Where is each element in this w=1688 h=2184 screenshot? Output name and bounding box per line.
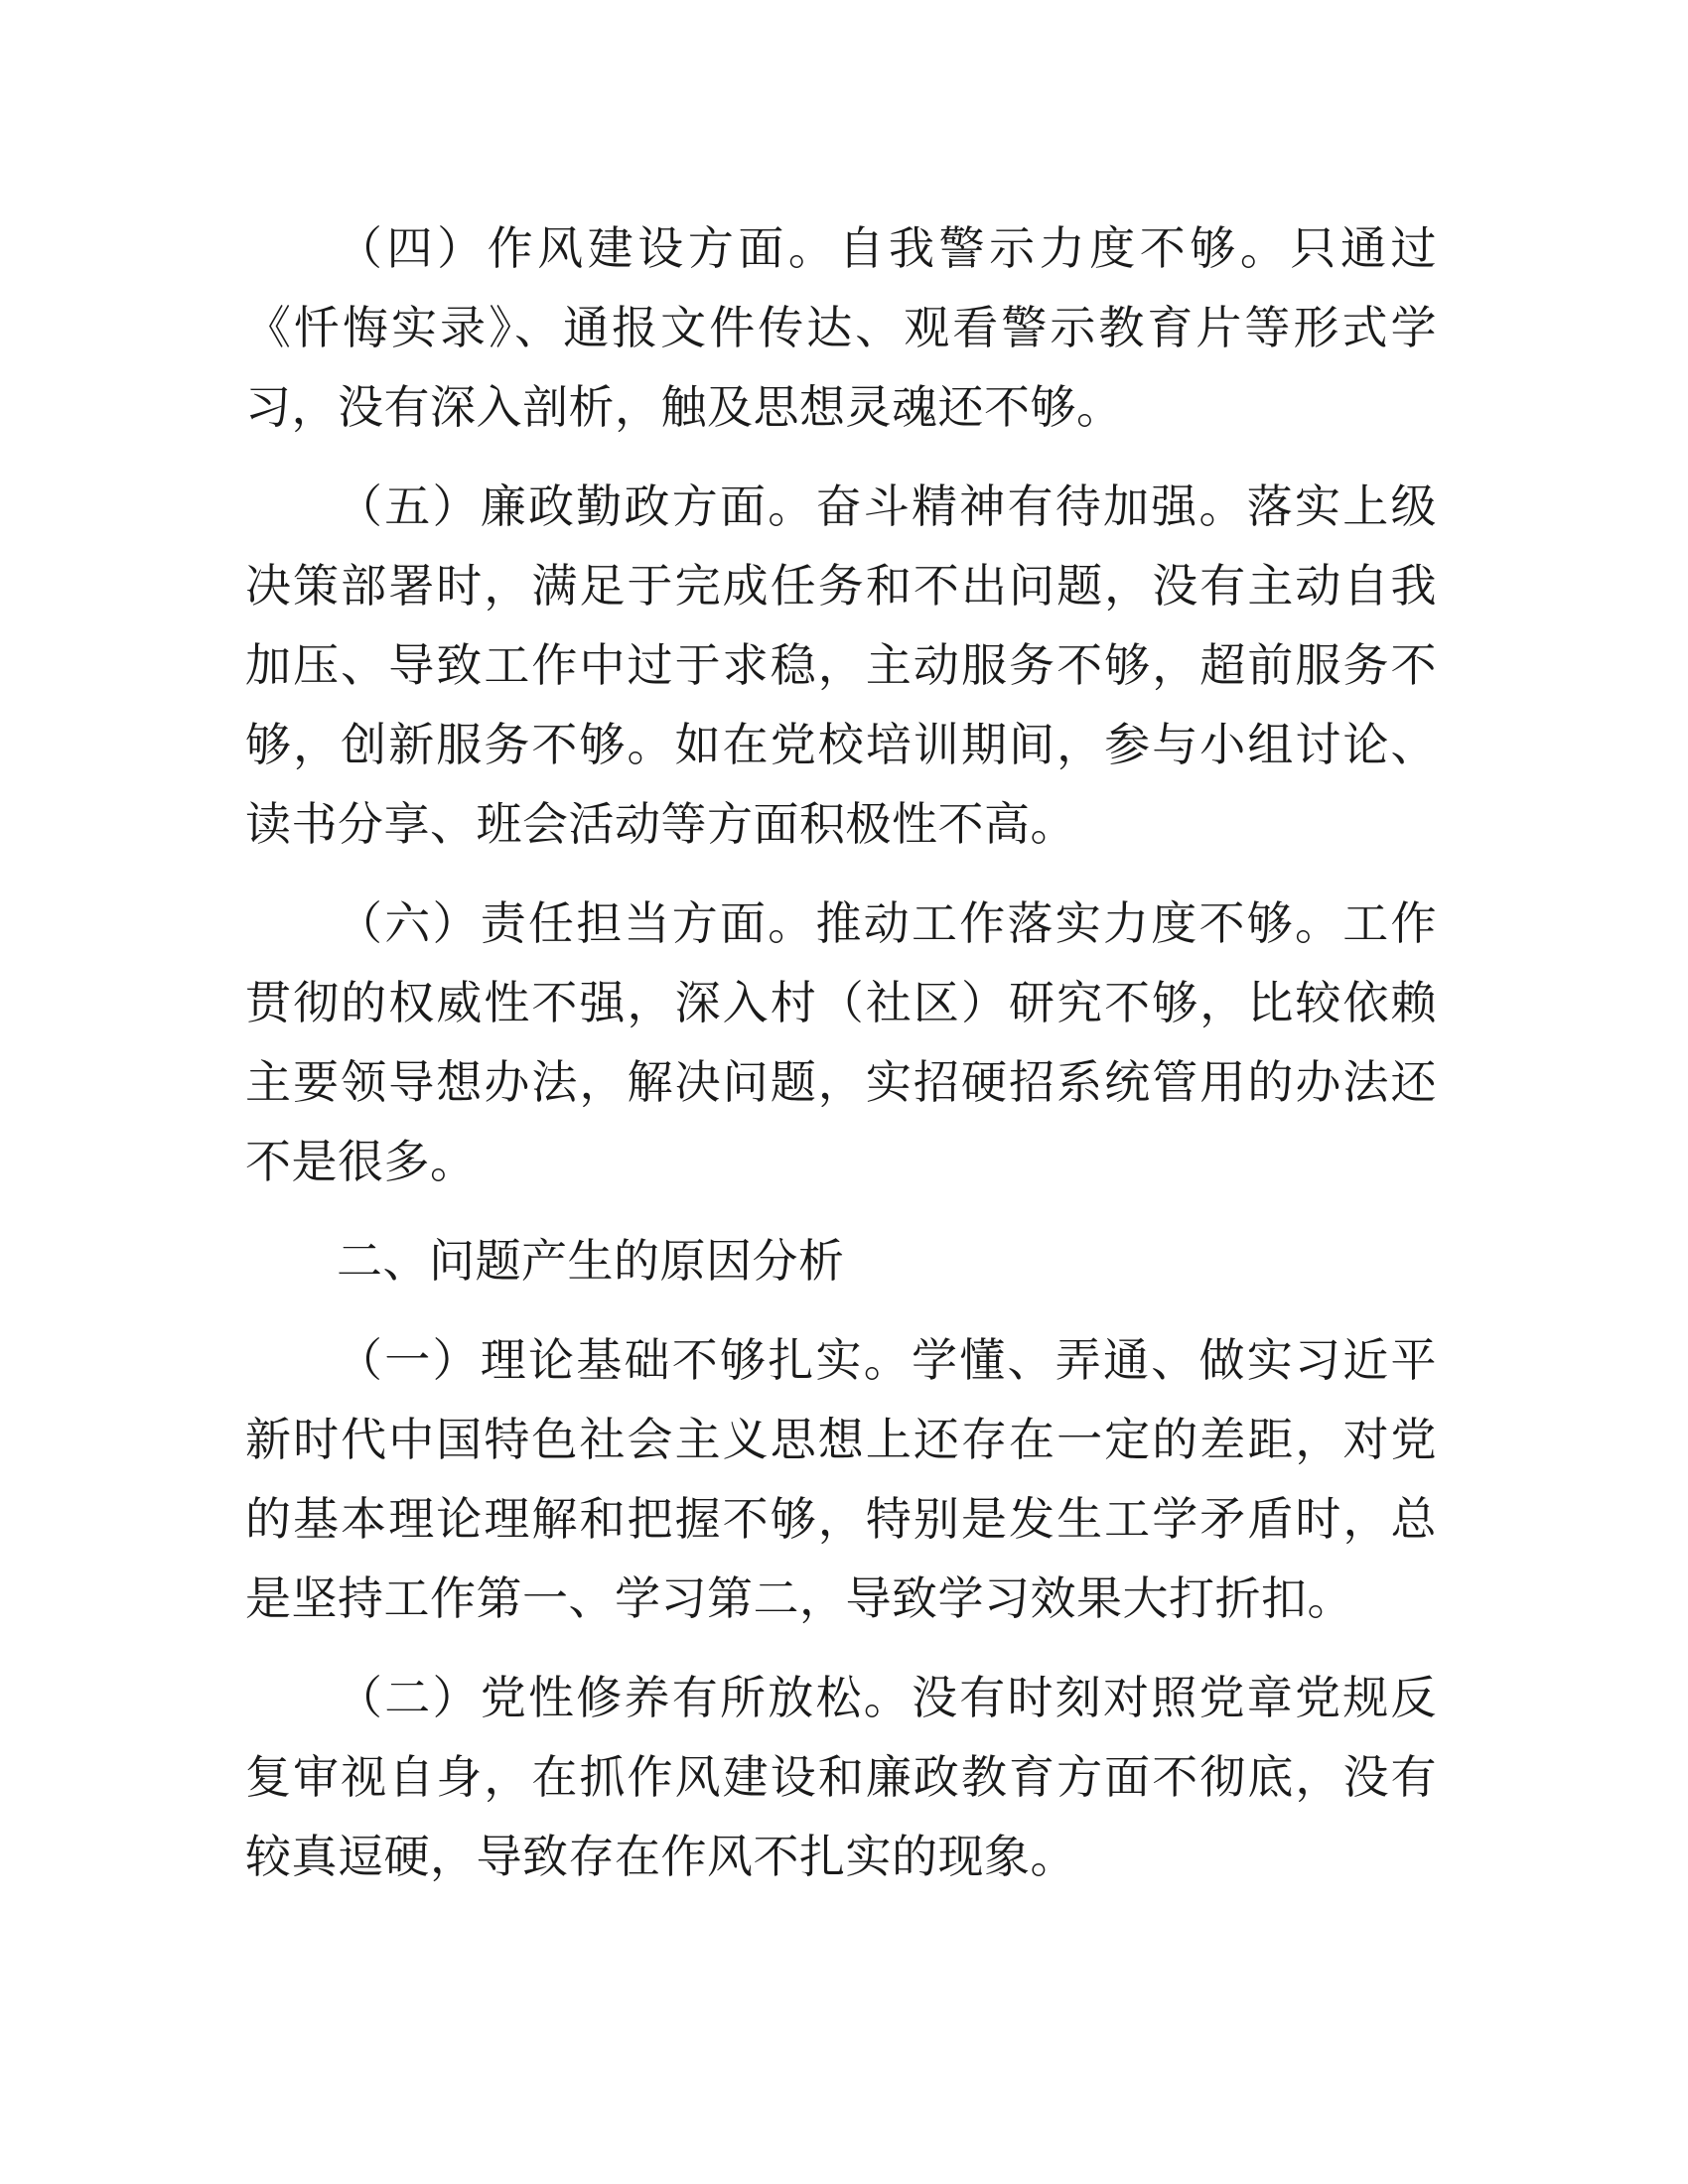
section-heading-cause-analysis: 二、问题产生的原因分析: [337, 1234, 845, 1288]
paragraph-party-spirit: （二）党性修养有所放松。没有时刻对照党章党规反复审视自身，在抓作风建设和廉政教育方面不彻底，没有较真逗硬，导致存在作风不扎实的现象。: [245, 1671, 1437, 1883]
paragraph-integrity-section-5: （五）廉政勤政方面。奋斗精神有待加强。落实上级决策部署时，满足于完成任务和不出问题，没有主动自我加压、导致工作中过于求稳，主动服务不够，超前服务不够，创新服务不够。如在党校培训期间，参与小组讨论、读书分享、班会活动等方面积极性不高。: [245, 479, 1437, 851]
document-page: [245, 208, 1437, 1916]
paragraph-style-section-4: （四）作风建设方面。自我警示力度不够。只通过《忏悔实录》、通报文件传达、观看警示教育片等形式学习，没有深入剖析，触及思想灵魂还不够。: [245, 221, 1437, 434]
paragraph-theory-foundation: （一）理论基础不够扎实。学懂、弄通、做实习近平新时代中国特色社会主义思想上还存在一定的差距，对党的基本理论理解和把握不够，特别是发生工学矛盾时，总是坚持工作第一、学习第二，导致学习效果大打折扣。: [245, 1333, 1437, 1625]
paragraph-responsibility-section-6: （六）责任担当方面。推动工作落实力度不够。工作贯彻的权威性不强，深入村（社区）研究不够，比较依赖主要领导想办法，解决问题，实招硬招系统管用的办法还不是很多。: [245, 896, 1437, 1188]
